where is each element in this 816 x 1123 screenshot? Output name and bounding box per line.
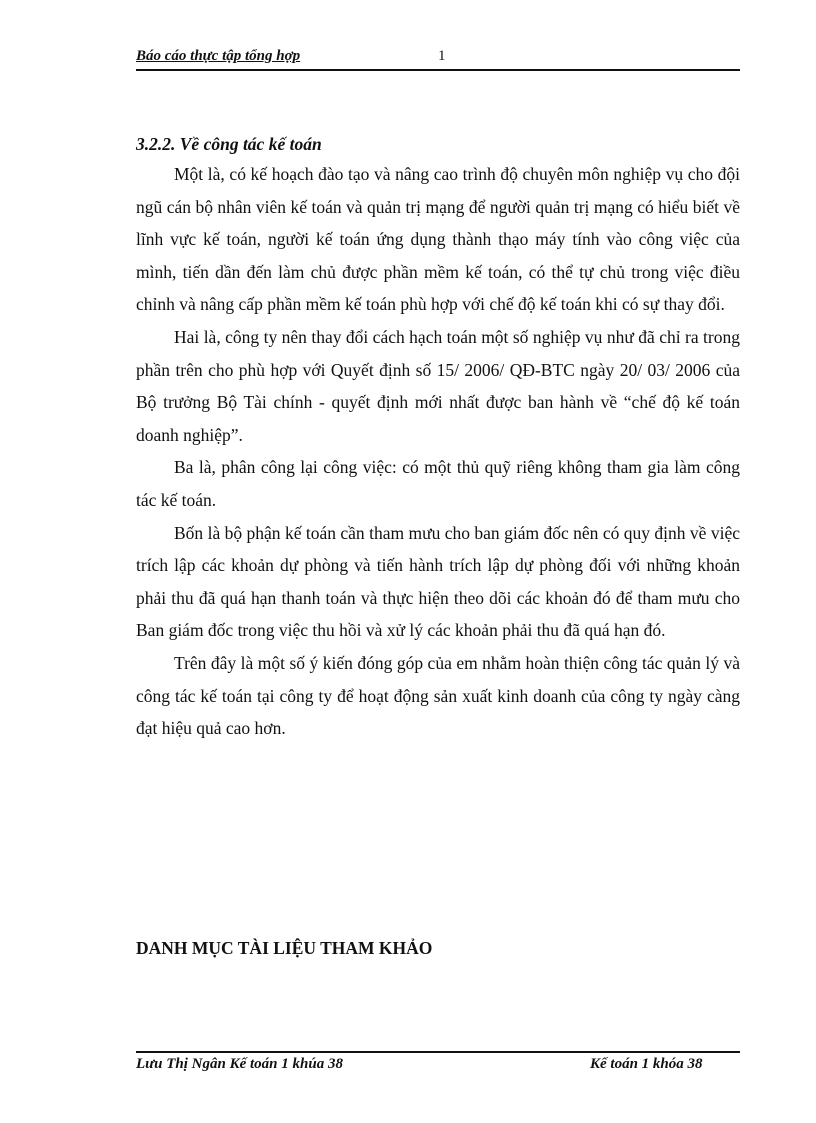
references-heading: DANH MỤC TÀI LIỆU THAM KHẢO (136, 938, 433, 958)
paragraph-4: Bốn là bộ phận kế toán cần tham mưu cho ban giám đốc nên có quy định về việc trích lập các khoản dự phòng và tiến hành trích lập dự phòng đối với những khoản phải thu đã quá hạn thanh toán và thực hiện theo dõi các khoản đó để tham mưu cho Ban giám đốc trong việc thu hồi và xử lý các khoản phải thu đã quá hạn đó. (136, 522, 740, 641)
paragraph-3: Ba là, phân công lại công việc: có một thủ quỹ riêng không tham gia làm công tác kế toán. (136, 457, 740, 510)
main-content (136, 130, 740, 745)
paragraph-2: Hai là, công ty nên thay đổi cách hạch toán một số nghiệp vụ như đã chỉ ra trong phần trên cho phù hợp với Quyết định số 15/ 2006/ QĐ-BTC ngày 20/ 03/ 2006 của Bộ trưởng Bộ Tài chính - quyết định mới nhất được ban hành về “chế độ kế toán doanh nghiệp”. (136, 326, 740, 445)
header-title: Báo cáo thực tập tổng hợp (136, 48, 301, 64)
section-heading: 3.2.2. Về công tác kế toán (136, 134, 322, 154)
page-number: 1 (438, 48, 446, 64)
paragraph-1: Một là, có kế hoạch đào tạo và nâng cao trình độ chuyên môn nghiệp vụ cho đội ngũ cán bộ nhân viên kế toán và quản trị mạng để người quản trị mạng có hiểu biết về lĩnh vực kế toán, người kế toán ứng dụng thành thạo máy tính vào công việc của mình, tiến dần đến làm chủ được phần mềm kế toán, có thể tự chủ trong việc điều chỉnh và nâng cấp phần mềm kế toán phù hợp với chế độ kế toán khi có sự thay đổi. (136, 164, 740, 315)
paragraph-5: Trên đây là một số ý kiến đóng góp của em nhằm hoàn thiện công tác quản lý và công tác kế toán tại công ty để hoạt động sản xuất kinh doanh của công ty ngày càng đạt hiệu quả cao hơn. (136, 652, 740, 739)
page-header (136, 48, 740, 70)
footer-divider (136, 1051, 740, 1053)
footer-author: Lưu Thị Ngân Kế toán 1 khúa 38 (136, 1056, 343, 1072)
footer-course: Kế toán 1 khóa 38 (590, 1056, 703, 1072)
header-divider (136, 69, 740, 71)
